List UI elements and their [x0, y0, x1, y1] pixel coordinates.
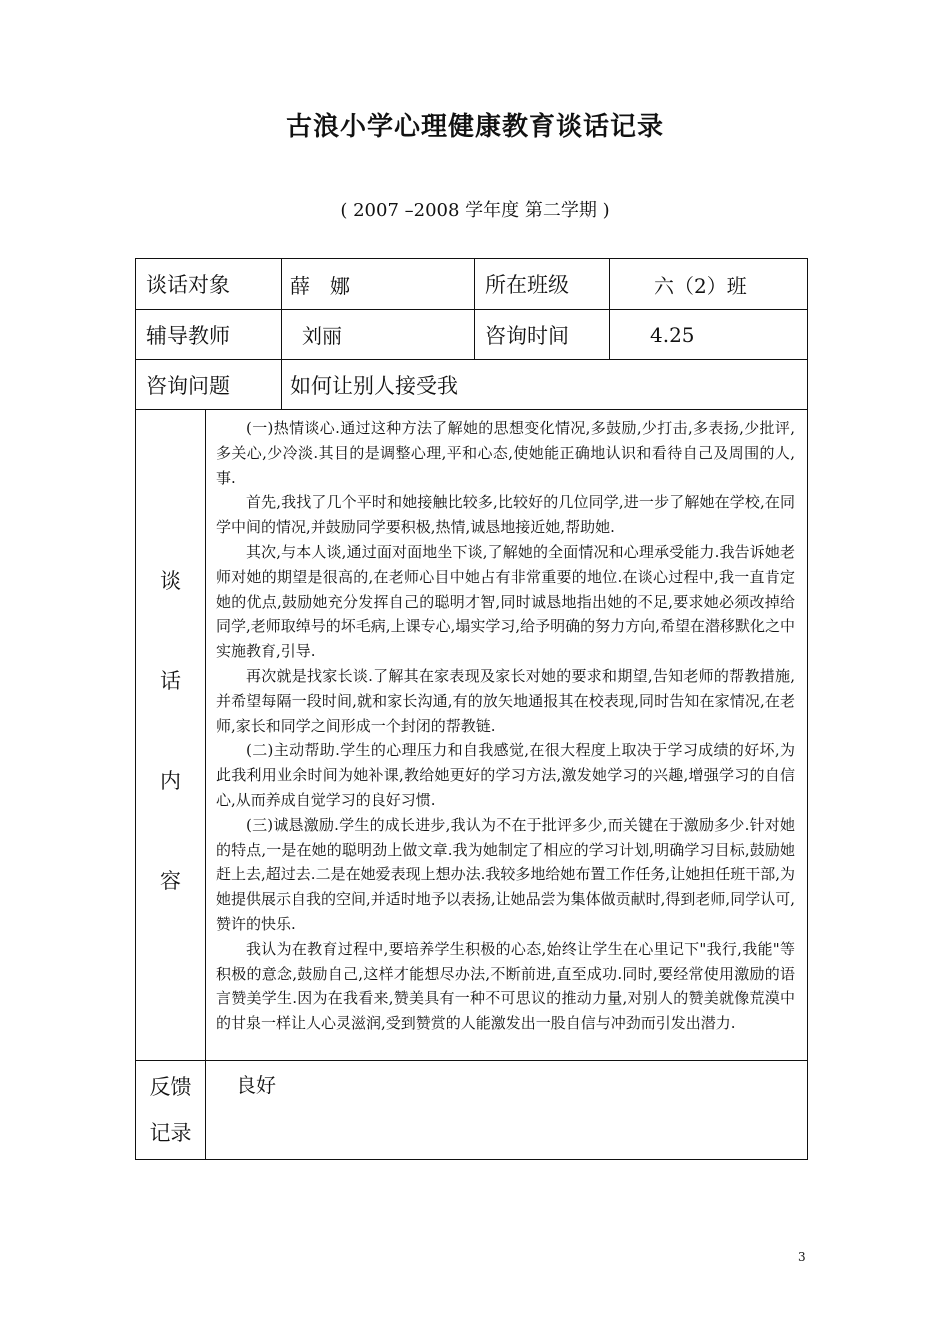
table-row	[136, 410, 808, 1061]
content-label	[136, 410, 206, 1061]
teacher-label: 辅导教师	[136, 310, 282, 360]
content-paragraph: (三)诚恳激励.学生的成长进步,我认为不在于批评多少,而关键在于激励多少.针对她的特点,一是在她的聪明劲上做文章.我为她制定了相应的学习计划,明确学习目标,鼓励她赶上去,超过去.二是在她爱表现上想办法.我较多地给她布置工作任务,让她担任班干部,为她提供展示自我的空间,并适时地予以表扬,让她品尝为集体做贡献时,得到老师,同学认可,赞许的快乐.	[216, 815, 795, 933]
table-row	[136, 360, 808, 410]
content-paragraph: 再次就是找家长谈.了解其在家表现及家长对她的要求和期望,告知老师的帮教措施,并希望每隔一段时间,就和家长沟通,有的放矢地通报其在校表现,同时告知在家情况,在老师,家长和同学之间形成一个封闭的帮教链.	[216, 666, 795, 735]
time-label: 咨询时间	[475, 310, 610, 360]
feedback-label-line: 记录	[149, 1121, 192, 1145]
student-label: 谈话对象	[136, 259, 282, 310]
content-label-char: 话	[160, 669, 181, 693]
content-label-char: 谈	[160, 569, 181, 593]
content-paragraph: (二)主动帮助.学生的心理压力和自我感觉,在很大程度上取决于学习成绩的好坏,为此我利用业余时间为她补课,教给她更好的学习方法,激发她学习的兴趣,增强学习的自信心,从而养成自觉学习的良好习惯.	[216, 741, 795, 809]
table-row	[136, 259, 808, 310]
table-row	[136, 310, 808, 360]
content-paragraph: 我认为在教育过程中,要培养学生积极的心态,始终让学生在心里记下"我行,我能"等积极的意念,鼓励自己,这样才能想尽办法,不断前进,直至成功.同时,要经常使用激励的语言赞美学生.因为在我看来,赞美具有一种不可思议的推动力量,对别人的赞美就像荒漠中的甘泉一样让人心灵滋润,受到赞赏的人能激发出一股自信与冲劲而引发出潜力.	[216, 939, 795, 1033]
feedback-value: 良好	[206, 1061, 808, 1160]
content-paragraph: 其次,与本人谈,通过面对面地坐下谈,了解她的全面情况和心理承受能力.我告诉她老师对她的期望是很高的,在老师心目中她占有非常重要的地位.在谈心过程中,我一直肯定她的优点,鼓励她充分发挥自己的聪明才智,同时诚恳地指出她的不足,要求她必须改掉给同学,老师取绰号的坏毛病,上课专心,塌实学习,给予明确的努力方向,希望在潜移默化之中实施教育,引导.	[216, 542, 795, 661]
content-label-char: 内	[160, 769, 181, 793]
page-title: 古浪小学心理健康教育谈话记录	[285, 112, 664, 142]
class-label: 所在班级	[475, 259, 610, 310]
content-paragraph: (一)热情谈心.通过这种方法了解她的思想变化情况,多鼓励,少打击,多表扬,少批评,多关心,少冷淡.其目的是调整心理,平和心态,使她能正确地认识和看待自己及周围的人,事.	[216, 419, 795, 487]
student-value: 薛 娜	[282, 259, 475, 310]
feedback-label	[136, 1061, 206, 1160]
page-number: 3	[798, 1250, 806, 1264]
class-value: 六（2）班	[610, 259, 808, 310]
school-term: ( 2007 –2008 学年度 第二学期 )	[340, 200, 610, 221]
record-table	[135, 258, 808, 1160]
teacher-value: 刘丽	[282, 310, 475, 360]
table-row	[136, 1061, 808, 1160]
feedback-label-line: 反馈	[149, 1075, 192, 1099]
time-value: 4.25	[610, 310, 808, 360]
issue-label: 咨询问题	[136, 360, 282, 410]
issue-value: 如何让别人接受我	[282, 360, 808, 410]
content-label-char: 容	[160, 869, 181, 893]
content-paragraph: 首先,我找了几个平时和她接触比较多,比较好的几位同学,进一步了解她在学校,在同学中间的情况,并鼓励同学要积极,热情,诚恳地接近她,帮助她.	[216, 493, 795, 537]
conversation-content	[206, 410, 808, 1061]
